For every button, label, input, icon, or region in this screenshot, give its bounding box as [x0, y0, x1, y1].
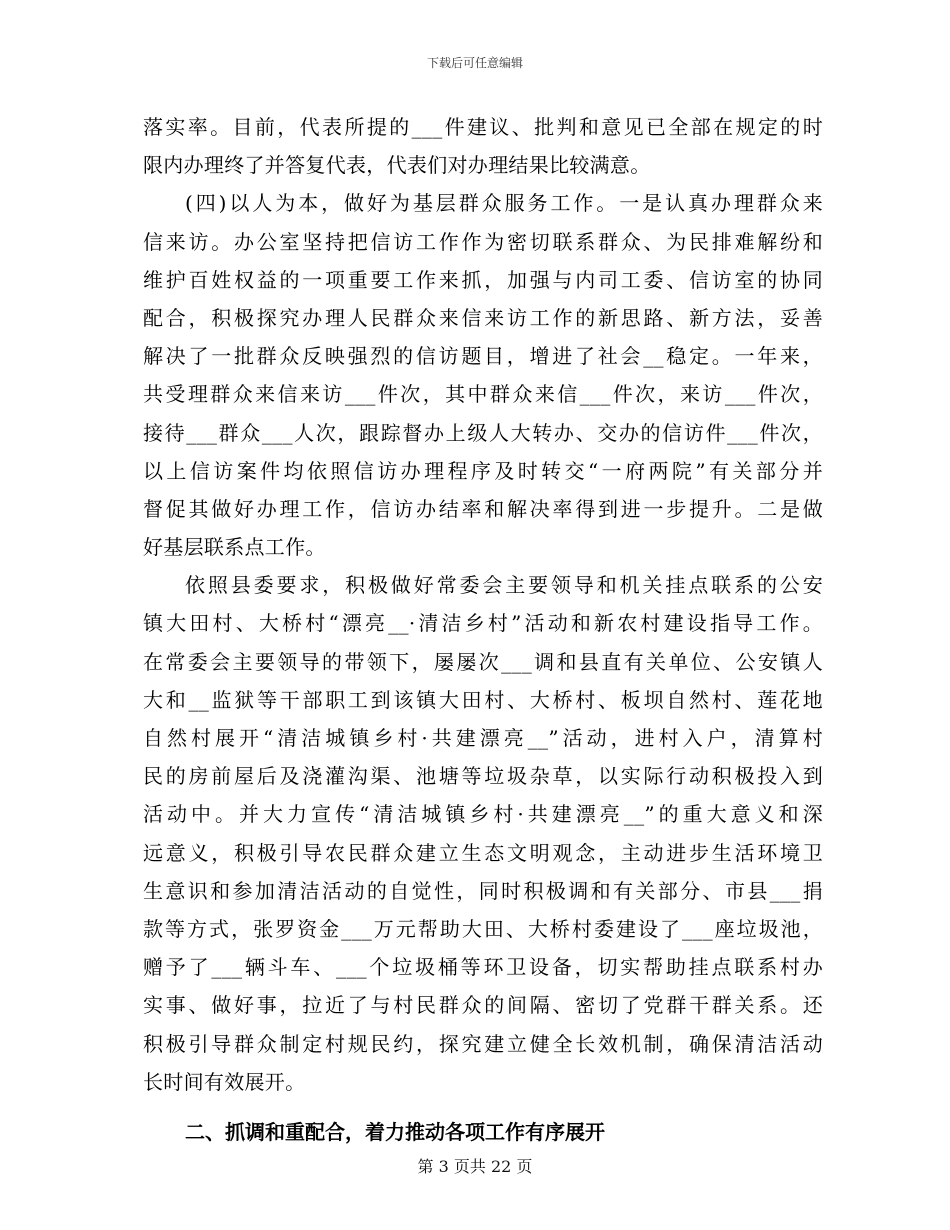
text-line: 共受理群众来信来访___件次，其中群众来信___件次，来访___件次， [143, 382, 823, 407]
text-line: 配合，积极探究办理人民群众来信来访工作的新思路、新方法，妥善 [143, 305, 823, 330]
text-line: 赠予了___辆斗车、___个垃圾桶等环卫设备，切实帮助挂点联系村办 [143, 955, 823, 980]
text-line: 信来访。办公室坚持把信访工作作为密切联系群众、为民排难解纷和 [143, 229, 823, 254]
text-line: 活动中。并大力宣传“清洁城镇乡村·共建漂亮__”的重大意义和深 [143, 802, 823, 827]
text-line: 生意识和参加清洁活动的自觉性，同时积极调和有关部分、市县___捐 [143, 878, 823, 903]
text-line: (四)以人为本，做好为基层群众服务工作。一是认真办理群众来 [185, 191, 823, 216]
text-line: 远意义，积极引导农民群众建立生态文明观念，主动进步生活环境卫 [143, 840, 823, 865]
text-line: 民的房前屋后及浇灌沟渠、池塘等垃圾杂草，以实际行动积极投入到 [143, 764, 823, 789]
text-line: 解决了一批群众反映强烈的信访题目，增进了社会__稳定。一年来， [143, 344, 823, 369]
text-line: 在常委会主要领导的带领下，屡屡次___调和县直有关单位、公安镇人 [143, 649, 823, 674]
text-line: 长时间有效展开。 [143, 1069, 306, 1094]
text-line: 款等方式，张罗资金___万元帮助大田、大桥村委建设了___座垃圾池， [143, 916, 823, 941]
text-line: 好基层联系点工作。 [143, 535, 326, 560]
text-line: 大和__监狱等干部职工到该镇大田村、大桥村、板坝自然村、莲花地 [143, 687, 823, 712]
text-line: 接待___群众___人次，跟踪督办上级人大转办、交办的信访件___件次， [143, 420, 823, 445]
text-line: 以上信访案件均依照信访办理程序及时转交“一府两院”有关部分并 [143, 458, 823, 483]
text-line: 镇大田村、大桥村“漂亮__·清洁乡村”活动和新农村建设指导工作。 [143, 611, 823, 636]
page-footer: 第 3 页共 22 页 [417, 1157, 533, 1176]
text-line: 实事、做好事，拉近了与村民群众的间隔、密切了党群干群关系。还 [143, 993, 823, 1018]
text-line: 限内办理终了并答复代表，代表们对办理结果比较满意。 [143, 153, 651, 178]
document-body [143, 108, 823, 1155]
text-line: 维护百姓权益的一项重要工作来抓，加强与内司工委、信访室的协同 [143, 267, 823, 292]
section-heading: 二、抓调和重配合，着力推动各项工作有序展开 [185, 1119, 605, 1144]
text-line: 依照县委要求，积极做好常委会主要领导和机关挂点联系的公安 [185, 573, 823, 598]
page-header: 下载后可任意编辑 [426, 56, 523, 70]
text-line: 自然村展开“清洁城镇乡村·共建漂亮__”活动，进村入户，清算村 [143, 726, 823, 750]
text-line: 督促其做好办理工作，信访办结率和解决率得到进一步提升。二是做 [143, 496, 823, 521]
text-line: 积极引导群众制定村规民约，探究建立健全长效机制，确保清洁活动 [143, 1031, 823, 1056]
text-line: 落实率。目前，代表所提的___件建议、批判和意见已全部在规定的时 [143, 115, 823, 139]
